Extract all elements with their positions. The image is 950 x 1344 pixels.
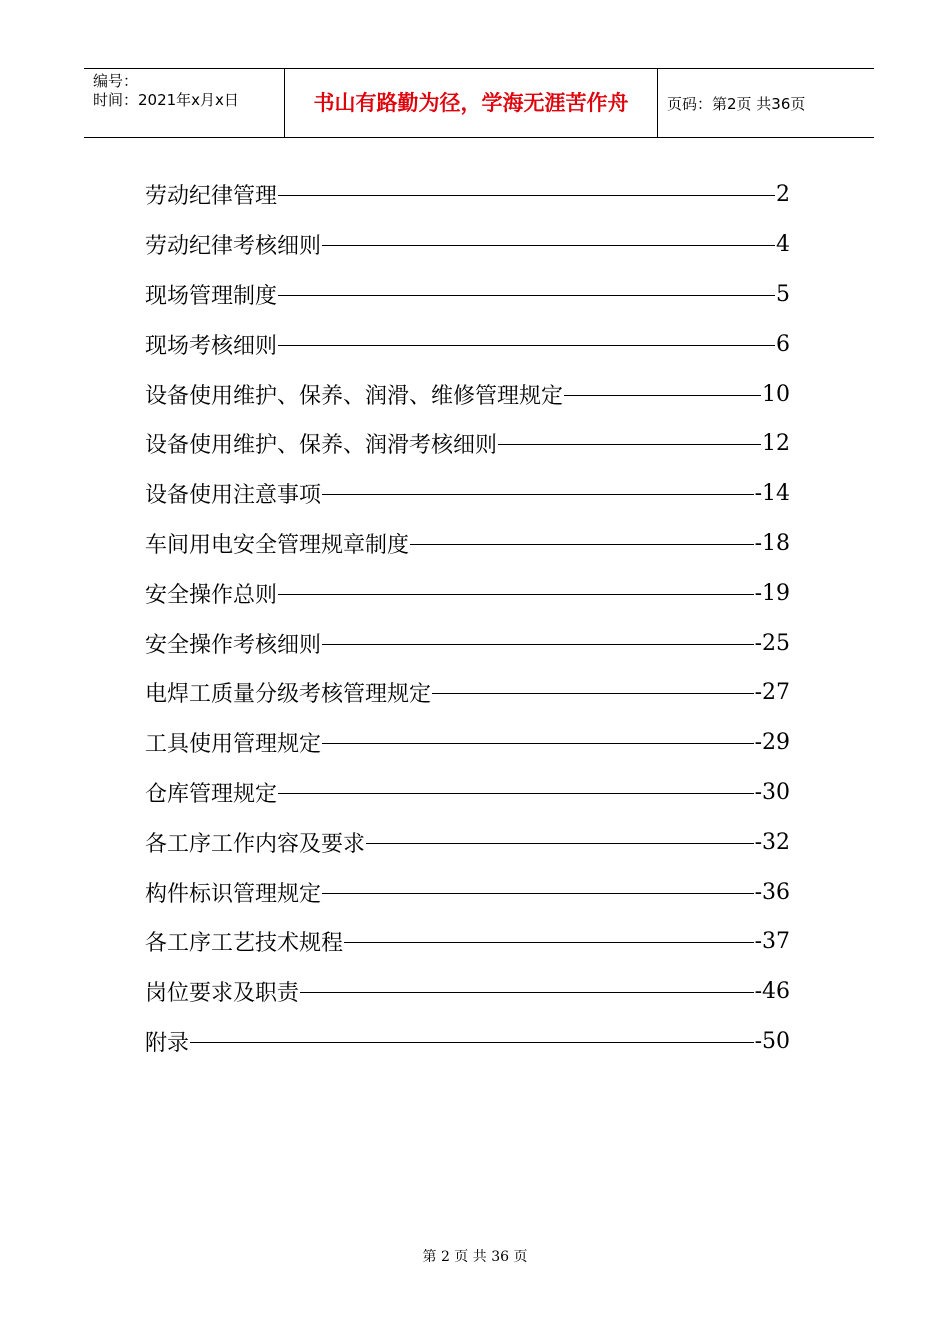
toc-entry-title: 车间用电安全管理规章制度: [145, 532, 410, 558]
toc-leader-line: [300, 992, 754, 993]
document-number-label: 编号：: [93, 72, 139, 90]
header-motto: 书山有路勤为径，学海无涯苦作舟: [285, 69, 658, 137]
toc-entry[interactable]: [145, 718, 790, 768]
toc-entry-title: 各工序工艺技术规程: [145, 931, 344, 957]
toc-leader-line: [410, 544, 754, 545]
toc-entry-title: 构件标识管理规定: [145, 881, 322, 907]
toc-entry-title: 安全操作考核细则: [145, 632, 322, 658]
toc-entry-page: -46: [754, 979, 790, 1005]
toc-leader-line: [278, 345, 775, 346]
toc-entry-page: 2: [776, 182, 790, 208]
page-footer: 第 2 页 共 36 页: [422, 1249, 528, 1265]
toc-leader-line: [498, 444, 761, 445]
toc-entry[interactable]: [145, 469, 790, 519]
toc-leader-line: [344, 942, 754, 943]
toc-entry[interactable]: [145, 1017, 790, 1067]
toc-entry-title: 设备使用维护、保养、润滑、维修管理规定: [145, 383, 564, 409]
toc-entry[interactable]: [145, 220, 790, 270]
toc-entry-page: -32: [754, 829, 790, 855]
toc-entry-page: -30: [754, 779, 790, 805]
toc-entry[interactable]: [145, 419, 790, 469]
toc-entry-page: -25: [754, 630, 790, 656]
toc-entry-page: -29: [754, 730, 790, 756]
toc-entry-page: -14: [754, 481, 790, 507]
toc-leader-line: [278, 594, 754, 595]
toc-entry[interactable]: [145, 917, 790, 967]
toc-entry[interactable]: [145, 519, 790, 569]
toc-entry[interactable]: [145, 319, 790, 369]
header-page-info: 页码：第2页 共36页: [667, 94, 806, 113]
toc-leader-line: [322, 245, 775, 246]
toc-leader-line: [366, 843, 754, 844]
toc-entry-page: 4: [776, 232, 790, 258]
toc-entry-page: -50: [754, 1028, 790, 1054]
toc-entry-title: 岗位要求及职责: [145, 981, 300, 1007]
toc-entry[interactable]: [145, 170, 790, 220]
toc-entry[interactable]: [145, 967, 790, 1017]
toc-entry-page: 10: [762, 381, 790, 407]
toc-leader-line: [190, 1042, 754, 1043]
toc-entry-page: -37: [754, 929, 790, 955]
toc-entry-title: 现场管理制度: [145, 283, 278, 309]
toc-entry[interactable]: [145, 618, 790, 668]
toc-entry[interactable]: [145, 768, 790, 818]
toc-entry[interactable]: [145, 369, 790, 419]
toc-entry-title: 设备使用注意事项: [145, 483, 322, 509]
toc-entry-title: 安全操作总则: [145, 582, 278, 608]
toc-leader-line: [278, 195, 775, 196]
toc-leader-line: [322, 743, 754, 744]
toc-entry-title: 设备使用维护、保养、润滑考核细则: [145, 433, 498, 459]
toc-entry-page: 12: [762, 431, 790, 457]
toc-leader-line: [432, 693, 754, 694]
toc-entry[interactable]: [145, 817, 790, 867]
toc-entry[interactable]: [145, 270, 790, 320]
toc-entry-page: -19: [754, 580, 790, 606]
toc-entry-page: -36: [754, 879, 790, 905]
toc-entry-title: 工具使用管理规定: [145, 732, 322, 758]
toc-entry-title: 劳动纪律管理: [145, 184, 278, 210]
toc-leader-line: [322, 644, 754, 645]
toc-entry[interactable]: [145, 668, 790, 718]
toc-entry-page: -27: [754, 680, 790, 706]
toc-entry-page: 5: [776, 281, 790, 307]
toc-leader-line: [278, 295, 775, 296]
header-meta: [84, 69, 285, 137]
toc-entry-title: 电焊工质量分级考核管理规定: [145, 682, 432, 708]
toc-entry-title: 现场考核细则: [145, 333, 278, 359]
toc-entry-page: -18: [754, 530, 790, 556]
toc-leader-line: [322, 893, 754, 894]
toc-entry-title: 各工序工作内容及要求: [145, 831, 366, 857]
toc-entry-title: 劳动纪律考核细则: [145, 234, 322, 260]
toc-entry[interactable]: [145, 568, 790, 618]
toc-entry[interactable]: [145, 867, 790, 917]
toc-entry-title: 附录: [145, 1030, 190, 1056]
toc-leader-line: [278, 793, 754, 794]
toc-leader-line: [564, 395, 761, 396]
page-header: [84, 68, 874, 138]
toc-leader-line: [322, 494, 754, 495]
table-of-contents: [145, 170, 790, 1066]
toc-entry-title: 仓库管理规定: [145, 781, 278, 807]
document-time-label: 时间：2021年x月x日: [93, 91, 239, 109]
toc-entry-page: 6: [776, 331, 790, 357]
